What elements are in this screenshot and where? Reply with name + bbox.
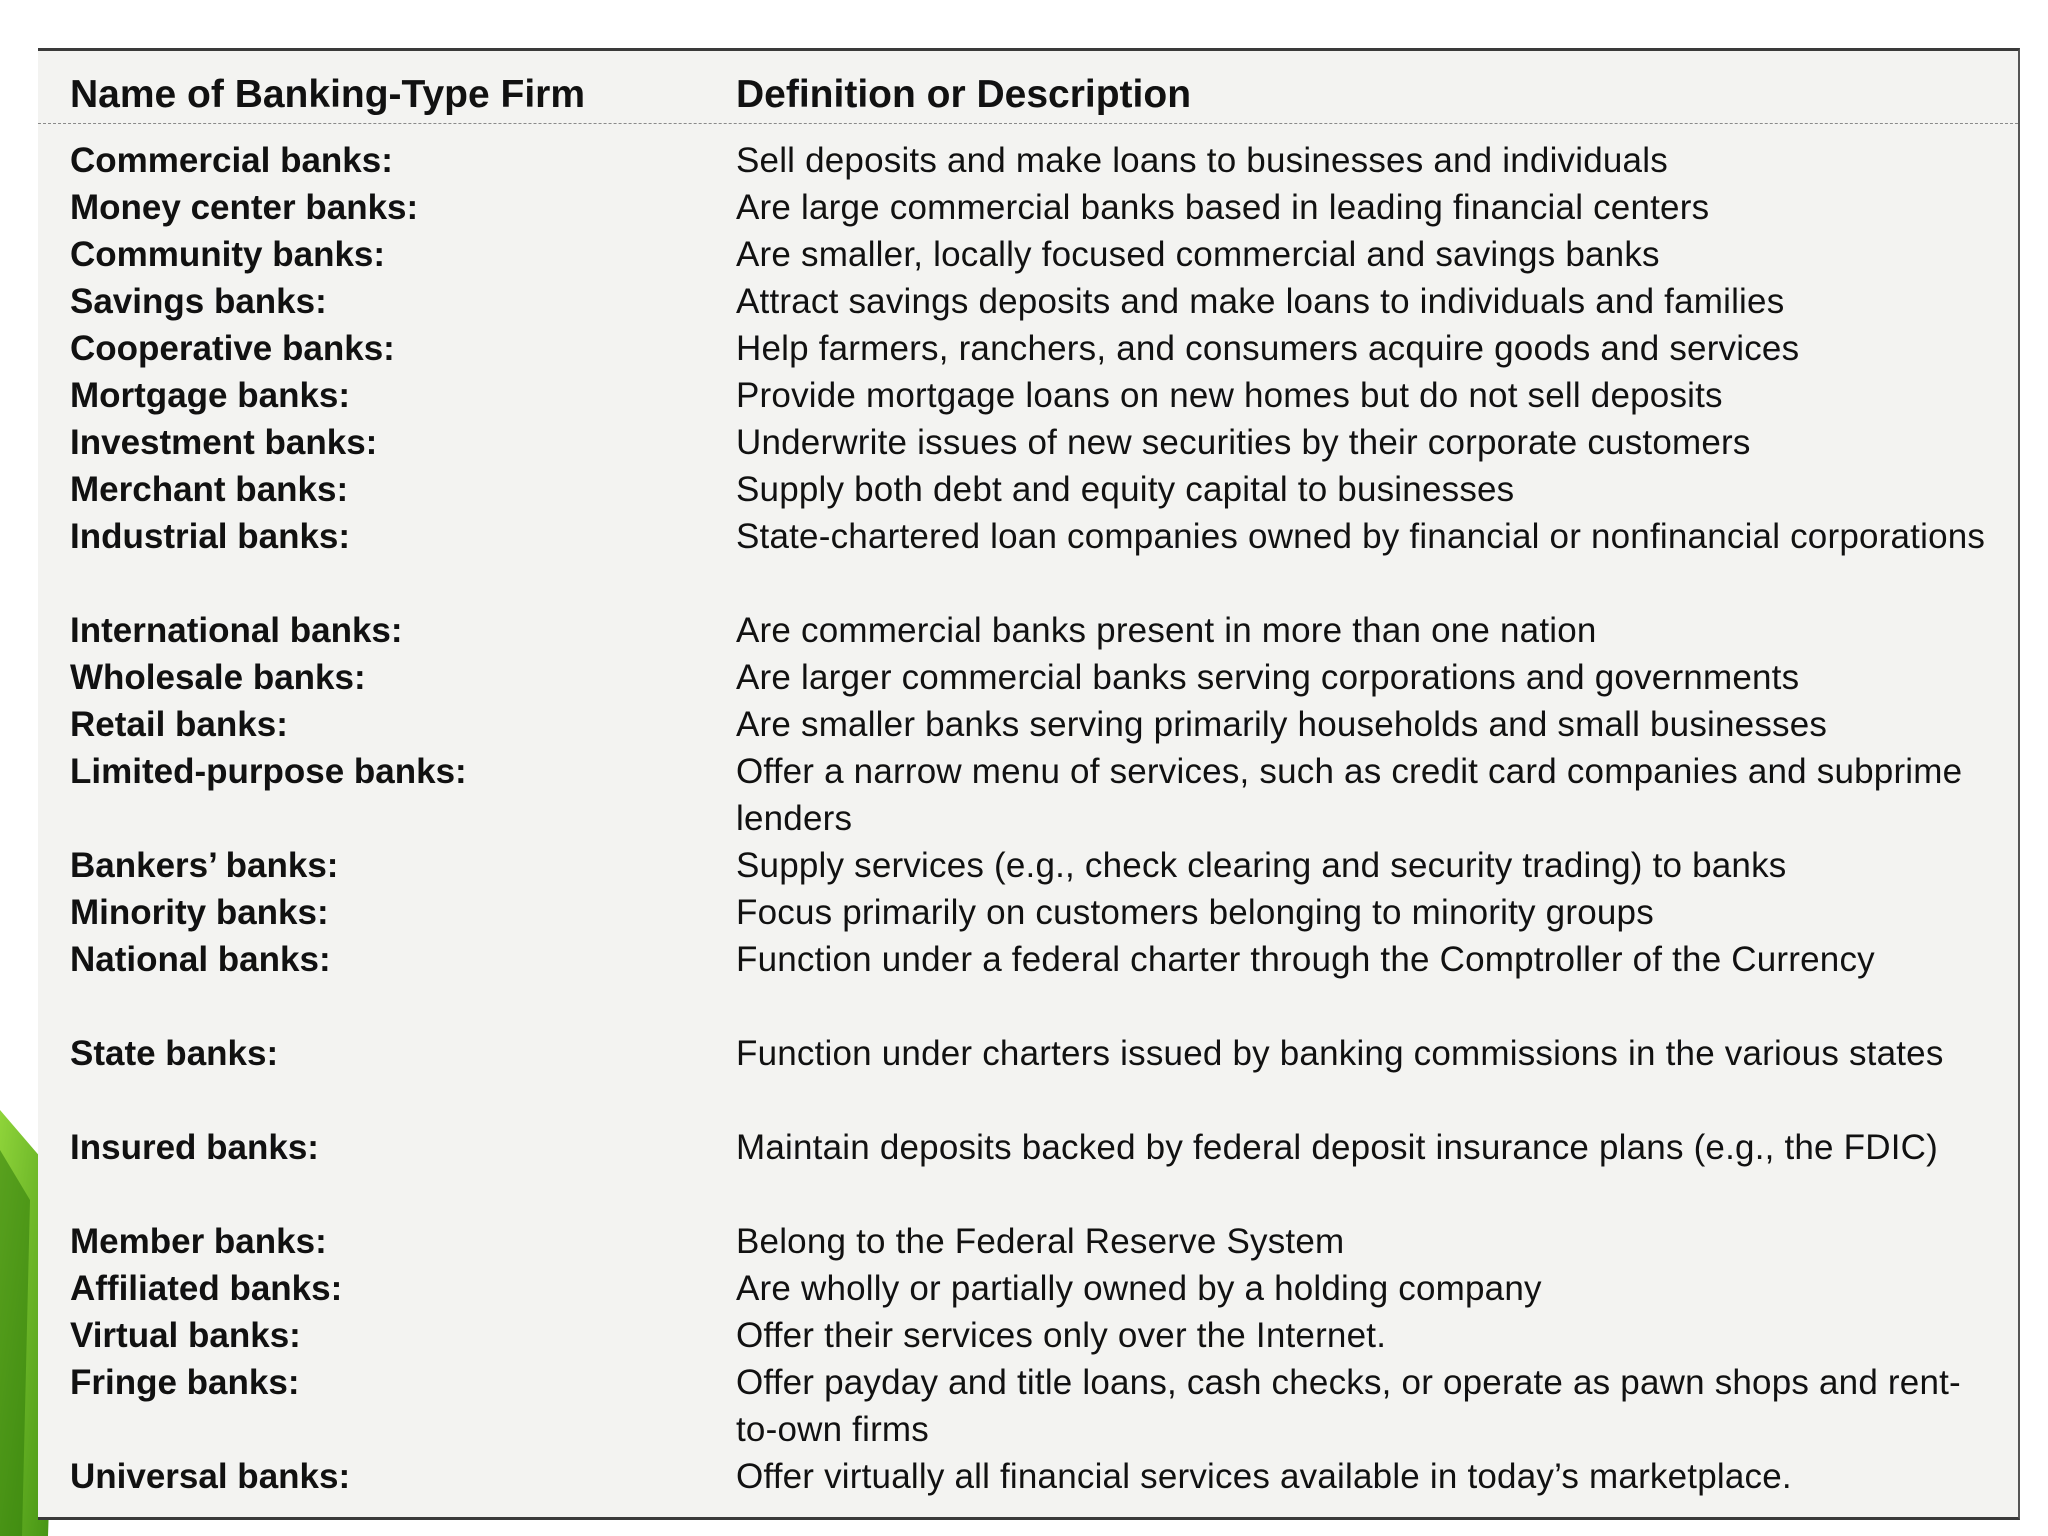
bank-type-definition: Are larger commercial banks serving corporations and governments [736,658,1800,697]
table-row [38,654,2018,701]
table-row [38,889,2018,936]
bank-type-definition: Provide mortgage loans on new homes but do not sell deposits [736,376,1723,415]
header-definition-column: Definition or Description [736,73,1192,116]
table-row [38,325,2018,372]
bank-type-definition: Function under charters issued by banking commissions in the various states [736,1034,1944,1073]
bank-type-definition: Offer virtually all financial services available in today’s marketplace. [736,1457,1792,1496]
bank-type-name: National banks: [70,940,331,979]
banking-firm-types-table [38,48,2020,1520]
bank-type-definition: Maintain deposits backed by federal deposit insurance plans (e.g., the FDIC) [736,1128,1938,1167]
bank-type-definition: Function under a federal charter through the Comptroller of the Currency [736,940,1875,979]
bank-type-name: Retail banks: [70,705,288,744]
table-row [38,1312,2018,1359]
bank-type-definition: Offer their services only over the Internet. [736,1316,1387,1355]
bank-type-name: Community banks: [70,235,386,274]
bank-type-definition: Are smaller banks serving primarily households and small businesses [736,705,1828,744]
table-row [38,1030,2018,1124]
bank-type-definition: Are commercial banks present in more than one nation [736,611,1597,650]
bank-type-name: Industrial banks: [70,517,351,556]
table-row [38,419,2018,466]
table-row [38,466,2018,513]
bank-type-name: Wholesale banks: [70,658,366,697]
bank-type-name: Insured banks: [70,1128,319,1167]
bank-type-name: Cooperative banks: [70,329,395,368]
bank-type-name: Commercial banks: [70,141,393,180]
table-row [38,231,2018,278]
bank-type-name: International banks: [70,611,403,650]
bank-type-name: Limited-purpose banks: [70,752,467,791]
bank-type-definition: Offer a narrow menu of services, such as credit card companies and subprime lenders [736,752,1963,838]
table-row [38,1359,2018,1453]
bank-type-name: Money center banks: [70,188,419,227]
bank-type-definition: State-chartered loan companies owned by financial or nonfinancial corporations [736,517,1986,556]
table-row [38,607,2018,654]
bank-type-definition: Are large commercial banks based in leading financial centers [736,188,1710,227]
bank-type-name: Affiliated banks: [70,1269,343,1308]
bank-type-definition: Are wholly or partially owned by a holding company [736,1269,1542,1308]
table-row [38,701,2018,748]
bank-type-name: Minority banks: [70,893,329,932]
bank-type-name: Member banks: [70,1222,327,1261]
table-row [38,184,2018,231]
table-row [38,1124,2018,1218]
bank-type-name: Bankers’ banks: [70,846,339,885]
table-body [38,137,2018,1500]
table-header-row [38,67,2018,124]
bank-type-definition: Supply services (e.g., check clearing and security trading) to banks [736,846,1787,885]
table-row [38,1218,2018,1265]
bank-type-definition: Are smaller, locally focused commercial and savings banks [736,235,1660,274]
table-row [38,1265,2018,1312]
bank-type-definition: Underwrite issues of new securities by their corporate customers [736,423,1751,462]
bank-type-definition: Offer payday and title loans, cash checks, or operate as pawn shops and rent-to-own firms [736,1363,1961,1449]
table-row [38,137,2018,184]
table-row [38,936,2018,1030]
bank-type-name: Universal banks: [70,1457,351,1496]
bank-type-name: Mortgage banks: [70,376,351,415]
bank-type-definition: Sell deposits and make loans to businesses and individuals [736,141,1668,180]
bank-type-definition: Help farmers, ranchers, and consumers acquire goods and services [736,329,1800,368]
bank-type-definition: Focus primarily on customers belonging to minority groups [736,893,1654,932]
header-name-column: Name of Banking-Type Firm [70,73,586,116]
table-row [38,372,2018,419]
bank-type-name: State banks: [70,1034,279,1073]
bank-type-definition: Belong to the Federal Reserve System [736,1222,1345,1261]
table-row [38,842,2018,889]
bank-type-definition: Attract savings deposits and make loans to individuals and families [736,282,1785,321]
bank-type-name: Fringe banks: [70,1363,300,1402]
table-row [38,513,2018,607]
table-row [38,748,2018,842]
bank-type-name: Savings banks: [70,282,327,321]
bank-type-name: Virtual banks: [70,1316,301,1355]
table-row [38,278,2018,325]
table-row [38,1453,2018,1500]
bank-type-definition: Supply both debt and equity capital to businesses [736,470,1515,509]
bank-type-name: Merchant banks: [70,470,349,509]
bank-type-name: Investment banks: [70,423,378,462]
